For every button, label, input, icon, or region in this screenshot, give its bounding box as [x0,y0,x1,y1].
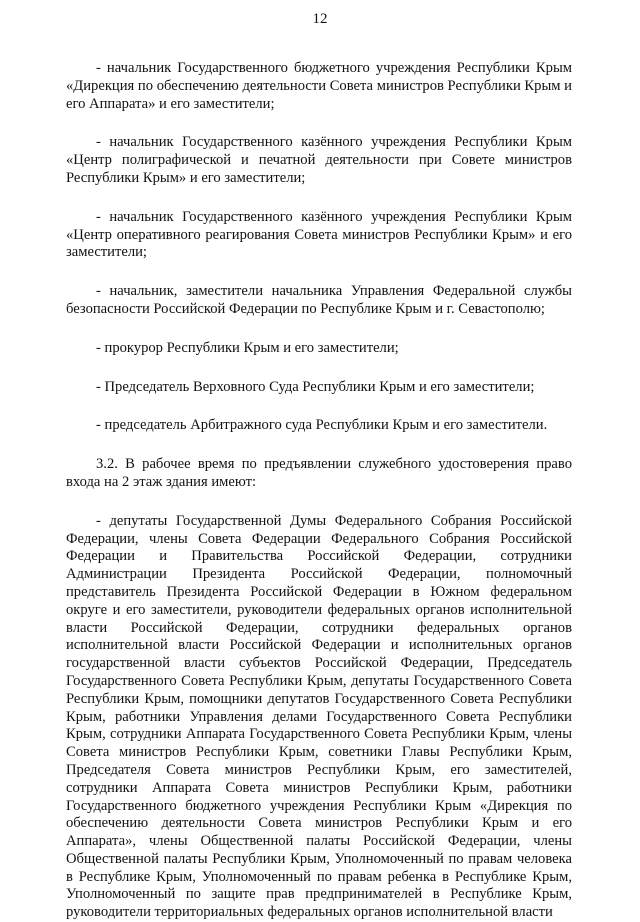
page-number: 12 [312,11,328,27]
list-item-deputaty-gosdumy: - депутаты Государственной Думы Федерального Собрания Российской Федерации, члены Совета Федерации Федерального Собрания Российской Федерации и Правительства Российской Федерации, сотрудники Администрации Президента Российской Федерации, полномочный представитель Президента Российской Федерации в Южном федеральном округе и его заместители, руководители федеральных органов исполнительной власти Российской Федерации, сотрудники федеральных органов исполнительной власти Российской Федерации и исполнительных органов государственной власти субъектов Российской Федерации, Председатель Государственного Совета Республики Крым, депутаты Государственного Совета Республики Крым, помощники депутатов Государственного Совета Республики Крым, работники Управления делами Государственного Совета Республики Крым, сотрудники Аппарата Государственного Совета Республики Крым, члены Совета министров Республики Крым, советники Главы Республики Крым, Председателя Совета министров Республики Крым, его заместителей, сотрудники Аппарата Совета министров Республики Крым, работники Государственного бюджетного учреждения Республики Крым «Дирекция по обеспечению деятельности Совета министров Республики Крым и его Аппарата», члены Общественной палаты Российской Федерации, члены Общественной палаты Республики Крым, Уполномоченный по правам человека в Республике Крым, Уполномоченный по правам ребенка в Республике Крым, Уполномоченный по защите прав предпринимателей в Республике Крым, руководители территориальных федеральных органов исполнительной власти [66,512,572,921]
list-item-verkhovny-sud: - Председатель Верховного Суда Республики Крым и его заместители; [96,378,535,395]
list-item-gbu-direktsiya: - начальник Государственного бюджетного учреждения Республики Крым «Дирекция по обеспечению деятельности Совета министров Республики Крым и его Аппарата» и его заместители; [66,60,572,112]
section-3-2-heading: 3.2. В рабочее время по предъявлении служебного удостоверения право входа на 2 этаж здания имеют: [66,456,572,490]
list-item-gku-operativnoe-reagirovanie: - начальник Государственного казённого учреждения Республики Крым «Центр оперативного реагирования Совета министров Республики Крым» и его заместители; [66,208,572,261]
list-item-gku-poligrafiya: - начальник Государственного казённого учреждения Республики Крым «Центр полиграфической и печатной деятельности при Совете министров Республики Крым» и его заместители; [66,134,572,186]
list-item-prokuror: - прокурор Республики Крым и его заместители; [96,339,399,356]
document-body [66,60,572,922]
list-item-arbitrazhny-sud: - председатель Арбитражного суда Республики Крым и его заместители. [96,417,548,434]
list-item-fsb-upravlenie: - начальник, заместители начальника Управления Федеральной службы безопасности Российской Федерации по Республике Крым и г. Севастополю; [66,283,572,317]
